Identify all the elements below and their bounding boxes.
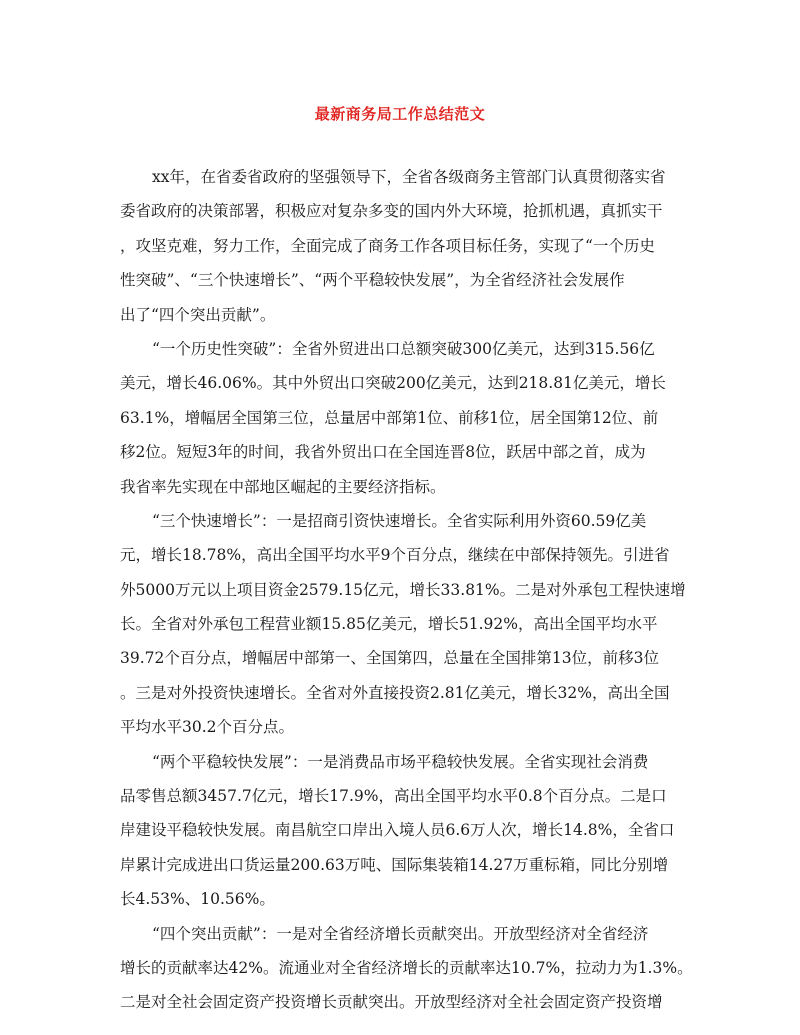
text-line: 增长的贡献率达42%。流通业对全省经济增长的贡献率达10.7%，拉动力为1.3%。 xyxy=(120,958,693,977)
text-line: “三个快速增长”：一是招商引资快速增长。全省实际利用外资60.59亿美 xyxy=(152,511,647,530)
text-line: 品零售总额3457.7亿元，增长17.9%，高出全国平均水平0.8个百分点。二是口 xyxy=(120,787,667,806)
text-line: 委省政府的决策部署，积极应对复杂多变的国内外大环境，抢抓机遇，真抓实干 xyxy=(120,202,663,221)
text-line: 美元，增长46.06%。其中外贸出口突破200亿美元，达到218.81亿美元，增长 xyxy=(120,374,666,393)
text-line: 长4.53%、10.56%。 xyxy=(120,890,275,909)
text-line: 我省率先实现在中部地区崛起的主要经济指标。 xyxy=(120,477,446,496)
text-line: 岸建设平稳较快发展。南昌航空口岸出入境人员6.6万人次，增长14.8%，全省口 xyxy=(120,821,675,840)
text-line: 39.72个百分点，增幅居中部第一、全国第四，总量在全国排第13位，前移3位 xyxy=(120,649,659,668)
document-body xyxy=(120,160,693,1020)
text-line: “一个历史性突破”：全省外贸进出口总额突破300亿美元，达到315.56亿 xyxy=(152,339,655,358)
document-title: 最新商务局工作总结范文 xyxy=(314,105,486,123)
text-line: “四个突出贡献”：一是对全省经济增长贡献突出。开放型经济对全省经济 xyxy=(152,924,649,943)
text-line: 性突破”、“三个快速增长”、“两个平稳较快发展”，为全省经济社会发展作 xyxy=(120,271,625,290)
text-line: 移2位。短短3年的时间，我省外贸出口在全国连晋8位，跃居中部之首，成为 xyxy=(120,443,646,462)
text-line: 63.1%，增幅居全国第三位，总量居中部第1位、前移1位，居全国第12位、前 xyxy=(120,408,659,427)
text-line: “两个平稳较快发展”：一是消费品市场平稳较快发展。全省实现社会消费 xyxy=(152,752,649,771)
text-line: 二是对全社会固定资产投资增长贡献突出。开放型经济对全社会固定资产投资增 xyxy=(120,993,663,1012)
text-line: 出了“四个突出贡献”。 xyxy=(120,305,276,324)
text-line: 岸累计完成进出口货运量200.63万吨、国际集装箱14.27万重标箱，同比分别增 xyxy=(120,855,669,874)
text-line: ，攻坚克难，努力工作，全面完成了商务工作各项目标任务，实现了“一个历史 xyxy=(120,236,655,255)
text-line: 长。全省对外承包工程营业额15.85亿美元，增长51.92%，高出全国平均水平 xyxy=(120,615,658,634)
text-line: 平均水平30.2个百分点。 xyxy=(120,718,295,737)
text-line: 元，增长18.78%，高出全国平均水平9个百分点，继续在中部保持领先。引进省 xyxy=(120,546,670,565)
text-line: 外5000万元以上项目资金2579.15亿元，增长33.81%。二是对外承包工程快速增 xyxy=(120,580,686,599)
text-line: xx年，在省委省政府的坚强领导下，全省各级商务主管部门认真贯彻落实省 xyxy=(152,168,666,186)
text-line: 。三是对外投资快速增长。全省对外直接投资2.81亿美元，增长32%，高出全国 xyxy=(120,683,670,702)
